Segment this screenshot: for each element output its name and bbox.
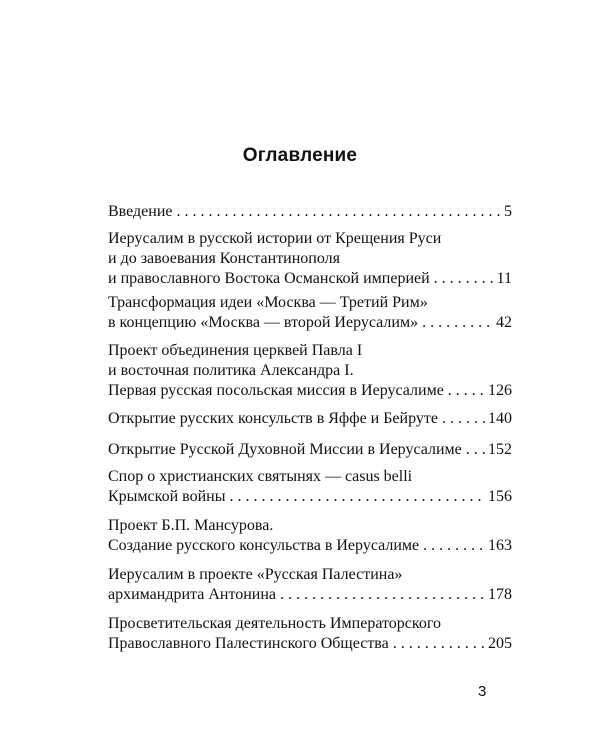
- toc-entry-text: Создание русского консульства в Иерусалиме: [108, 537, 420, 554]
- toc-entry-text: и до завоевания Константинополя: [108, 250, 340, 267]
- toc-entry: [108, 341, 512, 401]
- dot-leader: [393, 634, 486, 654]
- toc-page-number: 140: [488, 410, 512, 427]
- toc-entry: [108, 565, 512, 605]
- dot-leader: [442, 409, 486, 429]
- page-title: Оглавление: [242, 145, 358, 166]
- toc-entry-last-line: [108, 269, 512, 289]
- toc-entry-text: Просветительская деятельность Императорского: [108, 615, 442, 632]
- dot-leader: [422, 313, 494, 333]
- toc-entry-text: Открытие русских консульств в Яффе и Бейруте: [108, 410, 438, 427]
- toc-page-number: 126: [488, 382, 512, 399]
- toc-page-number: 205: [488, 635, 512, 652]
- toc-entry-last-line: [108, 536, 512, 556]
- toc-entry-text: Крымской войны: [108, 488, 226, 505]
- toc-entry-text: Спор о христианских святынях — casus belli: [108, 468, 413, 485]
- toc-entry-text: Иерусалим в проекте «Русская Палестина»: [108, 566, 403, 583]
- toc-entry-last-line: [108, 440, 512, 460]
- toc-page-number: 163: [488, 537, 512, 554]
- toc-entry-text: Первая русская посольская миссия в Иерусалиме: [108, 382, 444, 399]
- toc-entry: [108, 409, 512, 429]
- dot-leader: [466, 440, 486, 460]
- toc-entry: [108, 229, 512, 289]
- toc-entry-last-line: [108, 202, 512, 222]
- toc-entry-text: и восточная политика Александра I.: [108, 362, 354, 379]
- toc-page-number: 152: [488, 441, 512, 458]
- dot-leader: [423, 536, 486, 556]
- dot-leader: [434, 269, 495, 289]
- toc-entry-text: Открытие Русской Духовной Миссии в Иерусалиме: [108, 441, 462, 458]
- toc-entry-text: в концепцию «Москва — второй Иерусалим»: [108, 314, 419, 331]
- toc-entry: [108, 516, 512, 556]
- toc-entry: [108, 440, 512, 460]
- toc-entry-text: Проект Б.П. Мансурова.: [108, 517, 274, 534]
- toc-entry-text: Проект объединения церквей Павла I: [108, 342, 363, 359]
- toc-entry-last-line: [108, 634, 512, 654]
- toc-page-number: 178: [488, 586, 512, 603]
- toc-page-number: 5: [504, 203, 512, 220]
- toc-entry-text: и православного Востока Османской империей: [108, 270, 430, 287]
- toc-entry-last-line: [108, 381, 512, 401]
- toc-entry-text: архимандрита Антонина: [108, 586, 277, 603]
- toc-entry: [108, 202, 512, 222]
- toc-entry-last-line: [108, 487, 512, 507]
- toc-entry: [108, 614, 512, 654]
- toc-entry: [108, 467, 512, 507]
- dot-leader: [230, 487, 487, 507]
- dot-leader: [280, 585, 486, 605]
- dot-leader: [448, 381, 486, 401]
- toc-entry-last-line: [108, 585, 512, 605]
- toc-page-number: 156: [488, 488, 512, 505]
- toc-entry-text: Православного Палестинского Общества: [108, 635, 389, 652]
- dot-leader: [177, 202, 503, 222]
- toc-entry-last-line: [108, 313, 512, 333]
- toc-entry-text: Иерусалим в русской истории от Крещения Руси: [108, 230, 442, 247]
- folio-page-number: 3: [478, 683, 487, 700]
- toc-page-number: 42: [496, 314, 512, 331]
- toc-entry-text: Трансформация идеи «Москва — Третий Рим»: [108, 294, 428, 311]
- toc-entry: [108, 293, 512, 333]
- toc-entry-text: Введение: [108, 203, 173, 220]
- toc-entry-last-line: [108, 409, 512, 429]
- toc-page-number: 11: [496, 270, 512, 287]
